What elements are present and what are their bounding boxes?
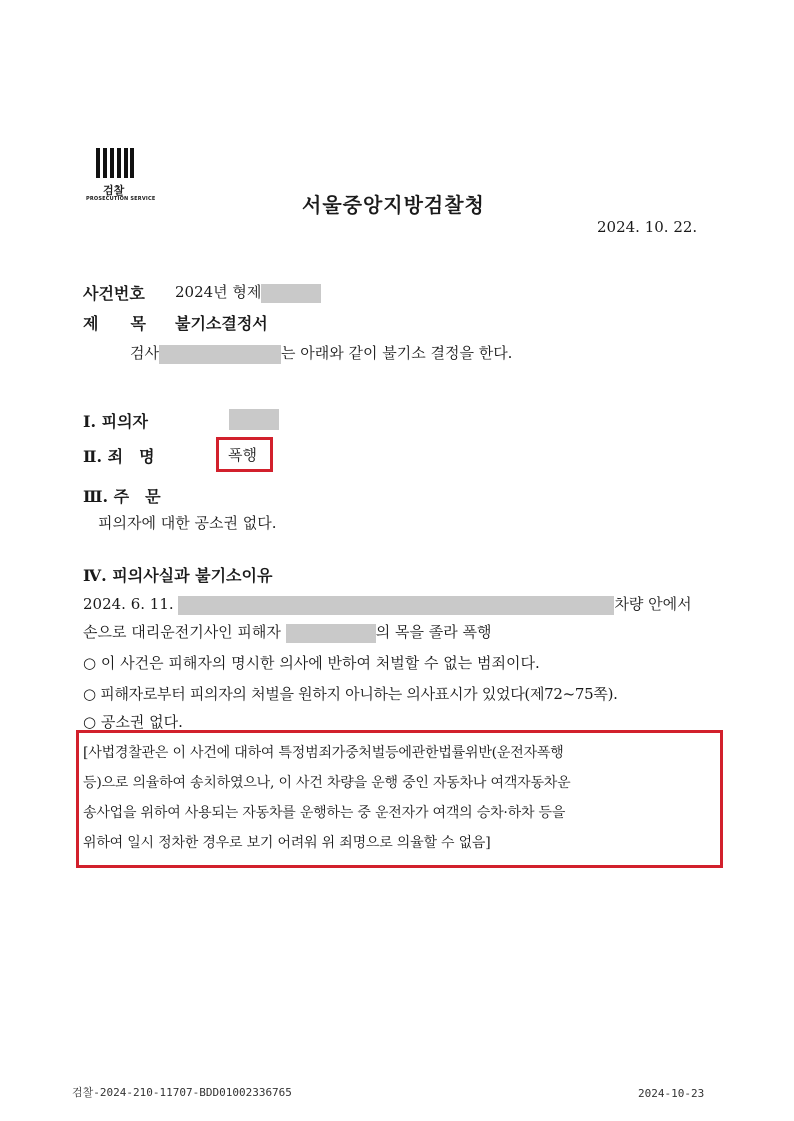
redaction-block <box>286 624 376 643</box>
facts-line-1 <box>83 593 692 615</box>
police-note-line-3: 송사업을 위하여 사용되는 자동차를 운행하는 중 운전자가 여객의 승차·하차 등을 <box>83 805 566 821</box>
facts-line-2-suffix: 의 목을 졸라 폭행 <box>375 623 492 641</box>
logo-subtitle: PROSECUTION SERVICE <box>86 196 156 202</box>
case-title-value: 불기소결정서 <box>175 314 268 333</box>
disposition-text: 피의자에 대한 공소권 없다. <box>98 514 277 532</box>
section-4-label: Ⅳ. 피의사실과 불기소이유 <box>83 566 273 585</box>
office-title: 서울중앙지방검찰청 <box>302 193 485 217</box>
facts-line-2-prefix: 손으로 대리운전기사인 피해자 <box>83 623 281 641</box>
facts-line-1-suffix: 차량 안에서 <box>614 595 692 613</box>
redaction-block <box>178 596 614 615</box>
police-note-line-2: 등)으로 의율하여 송치하였으나, 이 사건 차량을 운행 중인 자동차나 여객자동차운 <box>83 775 571 791</box>
logo-bars-icon <box>96 148 134 178</box>
logo-name: 검찰 <box>103 184 125 197</box>
redaction-block <box>159 345 281 364</box>
redaction-block <box>261 284 321 303</box>
case-number-text: 2024년 형제 <box>175 283 262 301</box>
reason-bullet-1: ○ 이 사건은 피해자의 명시한 의사에 반하여 처벌할 수 없는 범죄이다. <box>83 654 540 672</box>
reason-bullet-3: ○ 공소권 없다. <box>83 713 183 731</box>
section-1-label: Ⅰ. 피의자 <box>83 412 148 431</box>
prosecutor-decision-line <box>130 342 512 364</box>
case-title-label: 제 목 <box>83 314 146 333</box>
redaction-block <box>229 409 279 430</box>
case-number-label: 사건번호 <box>83 284 145 303</box>
police-note-line-1: [사법경찰관은 이 사건에 대하여 특정범죄가중처벌등에관한법률위반(운전자폭행 <box>83 745 564 761</box>
facts-line-2 <box>83 621 491 643</box>
print-date: 2024-10-23 <box>638 1087 705 1100</box>
case-number-value <box>175 281 321 303</box>
police-note-line-4: 위하여 일시 정차한 경우로 보기 어려워 위 죄명으로 의율할 수 없음] <box>83 835 491 851</box>
prosecutor-suffix: 는 아래와 같이 불기소 결정을 한다. <box>280 344 513 362</box>
prosecutor-prefix: 검사 <box>130 344 159 362</box>
document-id: 검찰-2024-210-11707-BDD01002336765 <box>72 1086 292 1099</box>
section-2-label: Ⅱ. 죄 명 <box>83 447 155 466</box>
facts-date: 2024. 6. 11. <box>83 595 174 613</box>
section-3-label: Ⅲ. 주 문 <box>83 487 161 506</box>
document-date: 2024. 10. 22. <box>597 218 698 236</box>
reason-bullet-2: ○ 피해자로부터 피의자의 처벌을 원하지 아니하는 의사표시가 있었다(제72~75쪽). <box>83 685 618 703</box>
charge-value: 폭행 <box>228 446 257 464</box>
